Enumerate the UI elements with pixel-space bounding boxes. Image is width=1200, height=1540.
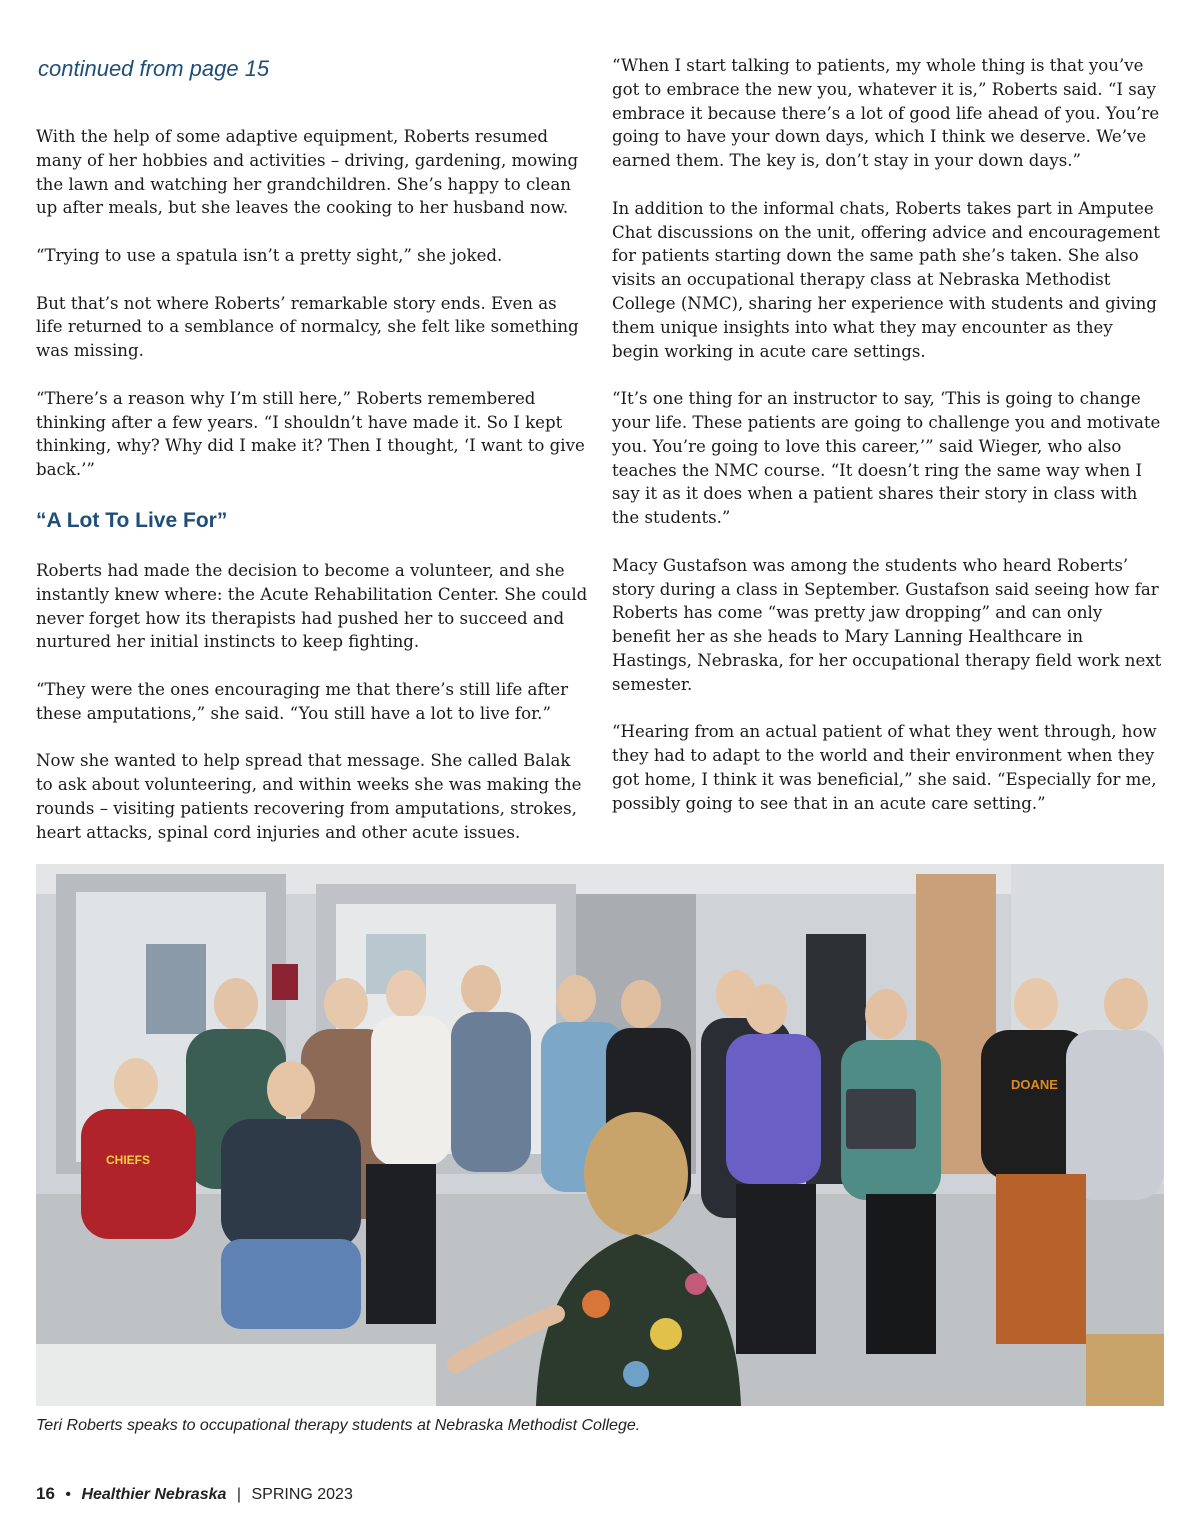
left-column bbox=[36, 125, 588, 845]
paragraph: Now she wanted to help spread that message. She called Balak to ask about volunteering, and within weeks she was making the rounds – visiting patients recovering from amputations, strokes, heart attacks, spinal cord injuries and other acute issues. bbox=[36, 751, 582, 842]
paragraph: “Hearing from an actual patient of what they went through, how they had to adapt to the world and their environment when they got home, I think it was beneficial,” she said. “Especially for me, possibly going to see that in an acute care setting.” bbox=[612, 722, 1157, 813]
page-footer bbox=[36, 1484, 353, 1504]
paragraph: But that’s not where Roberts’ remarkable story ends. Even as life returned to a semblance of normalcy, she felt like something was missing. bbox=[36, 293, 579, 361]
right-column bbox=[612, 54, 1164, 816]
paragraph: “There’s a reason why I’m still here,” Roberts remembered thinking after a few years. “I shouldn’t have made it. So I kept thinking, why? Why did I make it? Then I thought, ‘I want to give back.’” bbox=[36, 388, 585, 480]
footer-separator: | bbox=[236, 1486, 242, 1503]
paragraph: “Trying to use a spatula isn’t a pretty sight,” she joked. bbox=[36, 245, 503, 265]
paragraph: “It’s one thing for an instructor to say, ‘This is going to change your life. These patients are going to challenge you and motivate you. You’re going to love this career,’” said Wieger, who also teaches the NMC course. “It doesn’t ring the same way when I say it as it does when a patient shares their story in class with the students.” bbox=[612, 389, 1161, 528]
doane-shirt-text: DOANE bbox=[1011, 1077, 1058, 1092]
paragraph: In addition to the informal chats, Roberts takes part in Amputee Chat discussions on the unit, offering advice and encouragement for patients starting down the same path she’s taken. She also visits an occupational therapy class at Nebraska Methodist College (NMC), sharing her experience with students and giving them unique insights into what they may encounter as they begin working in acute care settings. bbox=[612, 198, 1160, 361]
classroom-photo bbox=[36, 864, 1164, 1406]
paragraph: With the help of some adaptive equipment, Roberts resumed many of her hobbies and activities – driving, gardening, mowing the lawn and watching her grandchildren. She’s happy to clean up after meals, but she leaves the cooking to her husband now. bbox=[36, 127, 579, 218]
continued-note: continued from page 15 bbox=[38, 56, 270, 81]
footer-bullet: • bbox=[65, 1486, 71, 1503]
issue-label: SPRING 2023 bbox=[251, 1486, 353, 1503]
section-heading: “A Lot To Live For” bbox=[36, 508, 228, 532]
paragraph: “They were the ones encouraging me that there’s still life after these amputations,” she said. “You still have a lot to live for.” bbox=[36, 679, 569, 723]
paragraph: “When I start talking to patients, my whole thing is that you’ve got to embrace the new you, whatever it is,” Roberts said. “I say embrace it because there’s a lot of good life ahead of you. You’re going to have your down days, which I think we deserve. We’ve earned them. The key is, don’t stay in your down days.” bbox=[612, 56, 1160, 171]
magazine-name: Healthier Nebraska bbox=[81, 1486, 227, 1503]
paragraph: Macy Gustafson was among the students who heard Roberts’ story during a class in September. Gustafson said seeing how far Roberts has come “was pretty jaw dropping” and can only benefit her as she heads to Mary Lanning Healthcare in Hastings, Nebraska, for her occupational therapy field work next semester. bbox=[612, 555, 1162, 694]
page-number: 16 bbox=[36, 1484, 55, 1503]
photo-caption: Teri Roberts speaks to occupational therapy students at Nebraska Methodist College. bbox=[36, 1417, 641, 1434]
paragraph: Roberts had made the decision to become a volunteer, and she instantly knew where: the Acute Rehabilitation Center. She could never forget how its therapists had pushed her to succeed and nurtured her initial instincts to keep fighting. bbox=[36, 560, 588, 652]
chiefs-shirt-text: CHIEFS bbox=[106, 1153, 151, 1167]
